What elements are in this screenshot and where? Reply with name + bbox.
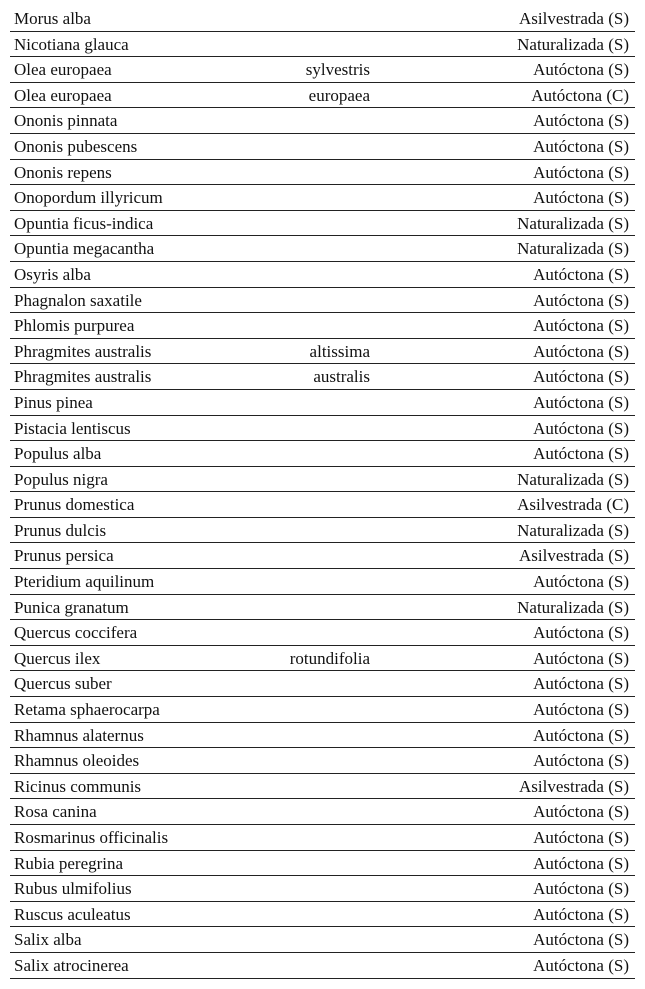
table-row bbox=[10, 620, 635, 646]
species-name: Rubus ulmifolius bbox=[14, 879, 132, 899]
status-label: Autóctona (S) bbox=[533, 700, 629, 720]
table-row bbox=[10, 57, 635, 83]
table-row bbox=[10, 416, 635, 442]
species-name: Phlomis purpurea bbox=[14, 316, 135, 336]
table-row bbox=[10, 518, 635, 544]
species-name: Quercus ilex bbox=[14, 648, 101, 668]
status-label: Asilvestrada (S) bbox=[518, 546, 629, 566]
species-name: Phragmites australis bbox=[14, 367, 152, 387]
species-name: Ononis repens bbox=[14, 162, 112, 182]
species-name: Prunus persica bbox=[14, 546, 114, 566]
table-row bbox=[10, 6, 635, 32]
table-row bbox=[10, 364, 635, 390]
table-row bbox=[10, 134, 635, 160]
status-label: Naturalizada (S) bbox=[517, 597, 629, 617]
table-row bbox=[10, 185, 635, 211]
table-row bbox=[10, 851, 635, 877]
table-row bbox=[10, 160, 635, 186]
status-label: Naturalizada (S) bbox=[517, 239, 629, 259]
species-name: Phragmites australis bbox=[14, 341, 152, 361]
species-name: Rosmarinus officinalis bbox=[14, 828, 169, 847]
table-row bbox=[10, 211, 635, 237]
status-label: Autóctona (S) bbox=[533, 751, 629, 771]
table-row bbox=[10, 902, 635, 928]
species-name: Olea europaea bbox=[14, 85, 112, 105]
species-name: Salix alba bbox=[14, 930, 82, 950]
species-name: Populus nigra bbox=[14, 469, 108, 489]
status-label: Autóctona (S) bbox=[533, 853, 629, 873]
table-row bbox=[10, 671, 635, 697]
species-name: Quercus suber bbox=[14, 674, 112, 694]
subspecies-name: europaea bbox=[308, 85, 370, 105]
species-name: Rubia peregrina bbox=[14, 853, 124, 873]
species-name: Rhamnus oleoides bbox=[14, 751, 140, 771]
species-name: Prunus domestica bbox=[14, 495, 135, 515]
species-name: Salix atrocinerea bbox=[14, 955, 129, 975]
species-name: Rosa canina bbox=[14, 802, 97, 822]
status-label: Autóctona (S) bbox=[533, 60, 629, 80]
species-name: Onopordum illyricum bbox=[14, 188, 163, 208]
species-table bbox=[10, 6, 635, 979]
table-row bbox=[10, 697, 635, 723]
table-row bbox=[10, 876, 635, 902]
table-row bbox=[10, 953, 635, 979]
table-row bbox=[10, 595, 635, 621]
species-name: Olea europaea bbox=[14, 60, 112, 80]
table-row bbox=[10, 748, 635, 774]
table-row bbox=[10, 492, 635, 518]
status-label: Naturalizada (S) bbox=[517, 520, 629, 540]
subspecies-name: sylvestris bbox=[305, 60, 370, 80]
table-row bbox=[10, 313, 635, 339]
status-label: Naturalizada (S) bbox=[517, 213, 629, 233]
table-row bbox=[10, 799, 635, 825]
species-name: Ononis pubescens bbox=[14, 136, 138, 156]
species-name: Ricinus communis bbox=[14, 776, 142, 796]
status-label: Autóctona (S) bbox=[533, 802, 629, 822]
species-name: Pteridium aquilinum bbox=[14, 572, 155, 592]
status-label: Autóctona (S) bbox=[533, 188, 629, 208]
table-row bbox=[10, 83, 635, 109]
table-row bbox=[10, 723, 635, 749]
status-label: Autóctona (S) bbox=[533, 648, 629, 668]
species-name: Ononis pinnata bbox=[14, 111, 118, 131]
status-label: Autóctona (S) bbox=[533, 392, 629, 412]
table-row bbox=[10, 774, 635, 800]
status-label: Autóctona (C) bbox=[531, 85, 629, 105]
table-row bbox=[10, 467, 635, 493]
status-label: Autóctona (S) bbox=[533, 879, 629, 899]
species-name: Prunus dulcis bbox=[14, 520, 107, 540]
status-label: Asilvestrada (S) bbox=[518, 9, 629, 28]
status-label: Autóctona (S) bbox=[533, 572, 629, 592]
table-row bbox=[10, 543, 635, 569]
table-row bbox=[10, 32, 635, 58]
species-name: Pistacia lentiscus bbox=[14, 418, 131, 438]
table-row bbox=[10, 825, 635, 851]
status-label: Autóctona (S) bbox=[533, 828, 629, 847]
status-label: Autóctona (S) bbox=[533, 316, 629, 336]
species-name: Opuntia ficus-indica bbox=[14, 213, 154, 233]
status-label: Autóctona (S) bbox=[533, 904, 629, 924]
subspecies-name: rotundifolia bbox=[289, 648, 370, 668]
species-name: Phagnalon saxatile bbox=[14, 290, 142, 310]
table-row bbox=[10, 441, 635, 467]
status-label: Autóctona (S) bbox=[533, 623, 629, 643]
species-name: Populus alba bbox=[14, 444, 102, 464]
status-label: Autóctona (S) bbox=[533, 367, 629, 387]
status-label: Asilvestrada (C) bbox=[517, 495, 629, 515]
species-name: Osyris alba bbox=[14, 264, 91, 284]
table-row bbox=[10, 339, 635, 365]
species-name: Pinus pinea bbox=[14, 392, 93, 412]
status-label: Autóctona (S) bbox=[533, 136, 629, 156]
status-label: Autóctona (S) bbox=[533, 444, 629, 464]
table-row bbox=[10, 390, 635, 416]
status-label: Autóctona (S) bbox=[533, 930, 629, 950]
status-label: Asilvestrada (S) bbox=[518, 776, 629, 796]
table-row bbox=[10, 288, 635, 314]
species-name: Nicotiana glauca bbox=[14, 34, 129, 54]
status-label: Autóctona (S) bbox=[533, 418, 629, 438]
table-row bbox=[10, 569, 635, 595]
status-label: Autóctona (S) bbox=[533, 341, 629, 361]
subspecies-name: australis bbox=[313, 367, 370, 387]
status-label: Autóctona (S) bbox=[533, 111, 629, 131]
status-label: Naturalizada (S) bbox=[517, 469, 629, 489]
status-label: Autóctona (S) bbox=[533, 162, 629, 182]
status-label: Autóctona (S) bbox=[533, 264, 629, 284]
species-name: Quercus coccifera bbox=[14, 623, 138, 643]
status-label: Autóctona (S) bbox=[533, 674, 629, 694]
table-row bbox=[10, 108, 635, 134]
table-row bbox=[10, 262, 635, 288]
status-label: Naturalizada (S) bbox=[517, 34, 629, 54]
status-label: Autóctona (S) bbox=[533, 725, 629, 745]
species-name: Punica granatum bbox=[14, 597, 129, 617]
status-label: Autóctona (S) bbox=[533, 955, 629, 975]
species-name: Rhamnus alaternus bbox=[14, 725, 144, 745]
species-name: Ruscus aculeatus bbox=[14, 904, 131, 924]
status-label: Autóctona (S) bbox=[533, 290, 629, 310]
species-name: Retama sphaerocarpa bbox=[14, 700, 160, 720]
table-row bbox=[10, 927, 635, 953]
table-row bbox=[10, 646, 635, 672]
subspecies-name: altissima bbox=[309, 341, 370, 361]
species-name: Morus alba bbox=[14, 9, 91, 28]
species-name: Opuntia megacantha bbox=[14, 239, 155, 259]
table-row bbox=[10, 236, 635, 262]
